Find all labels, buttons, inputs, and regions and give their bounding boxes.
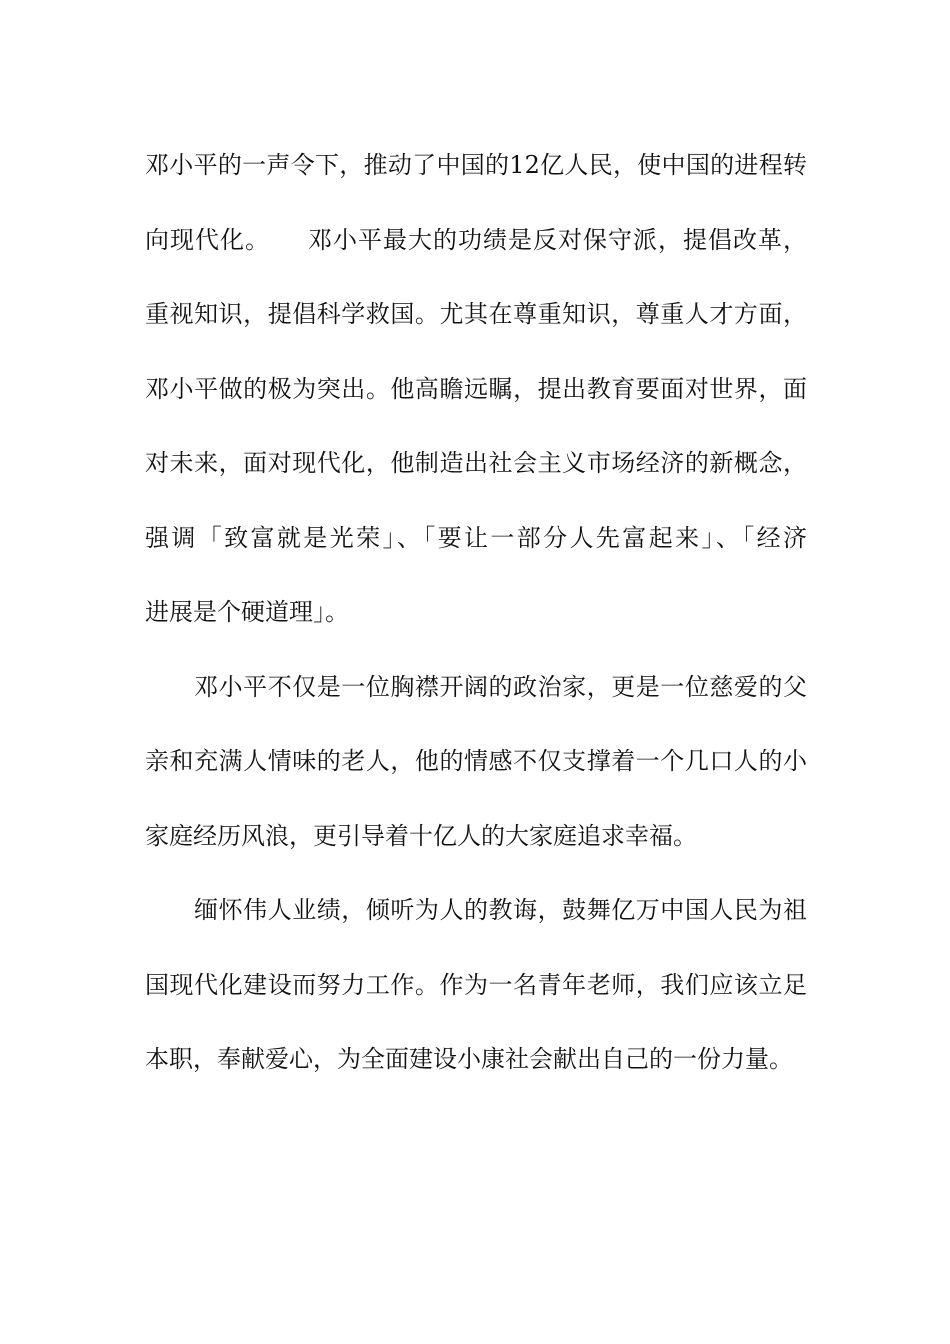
text-line: 邓小平不仅是一位胸襟开阔的政治家，更是一位慈爱的父	[145, 672, 807, 701]
text-line: 强调「致富就是光荣」、「要让一部分人先富起来」、「经济	[145, 523, 807, 552]
text-line: 邓小平的一声令下，推动了中国的12亿人民，使中国的进程转	[145, 151, 807, 179]
text-line: 国现代化建设而努力工作。作为一名青年老师，我们应该立足	[145, 970, 807, 999]
text-line: 向现代化。 邓小平最大的功绩是反对保守派，提倡改革，	[145, 225, 807, 254]
text-line: 邓小平做的极为突出。他高瞻远瞩，提出教育要面对世界，面	[145, 374, 807, 403]
body-text	[145, 128, 807, 1097]
text-line: 对未来，面对现代化，他制造出社会主义市场经济的新概念，	[145, 449, 807, 477]
text-line: 本职，奉献爱心，为全面建设小康社会献出自己的一份力量。	[145, 1045, 793, 1073]
text-line: 重视知识，提倡科学救国。尤其在尊重知识，尊重人才方面，	[145, 300, 807, 328]
text-line: 进展是个硬道理」。	[145, 598, 349, 626]
text-line: 家庭经历风浪，更引导着十亿人的大家庭追求幸福。	[145, 821, 697, 850]
text-line: 亲和充满人情味的老人，他的情感不仅支撑着一个几口人的小	[145, 747, 807, 775]
text-line: 缅怀伟人业绩，倾听为人的教诲，鼓舞亿万中国人民为祖	[145, 896, 807, 924]
